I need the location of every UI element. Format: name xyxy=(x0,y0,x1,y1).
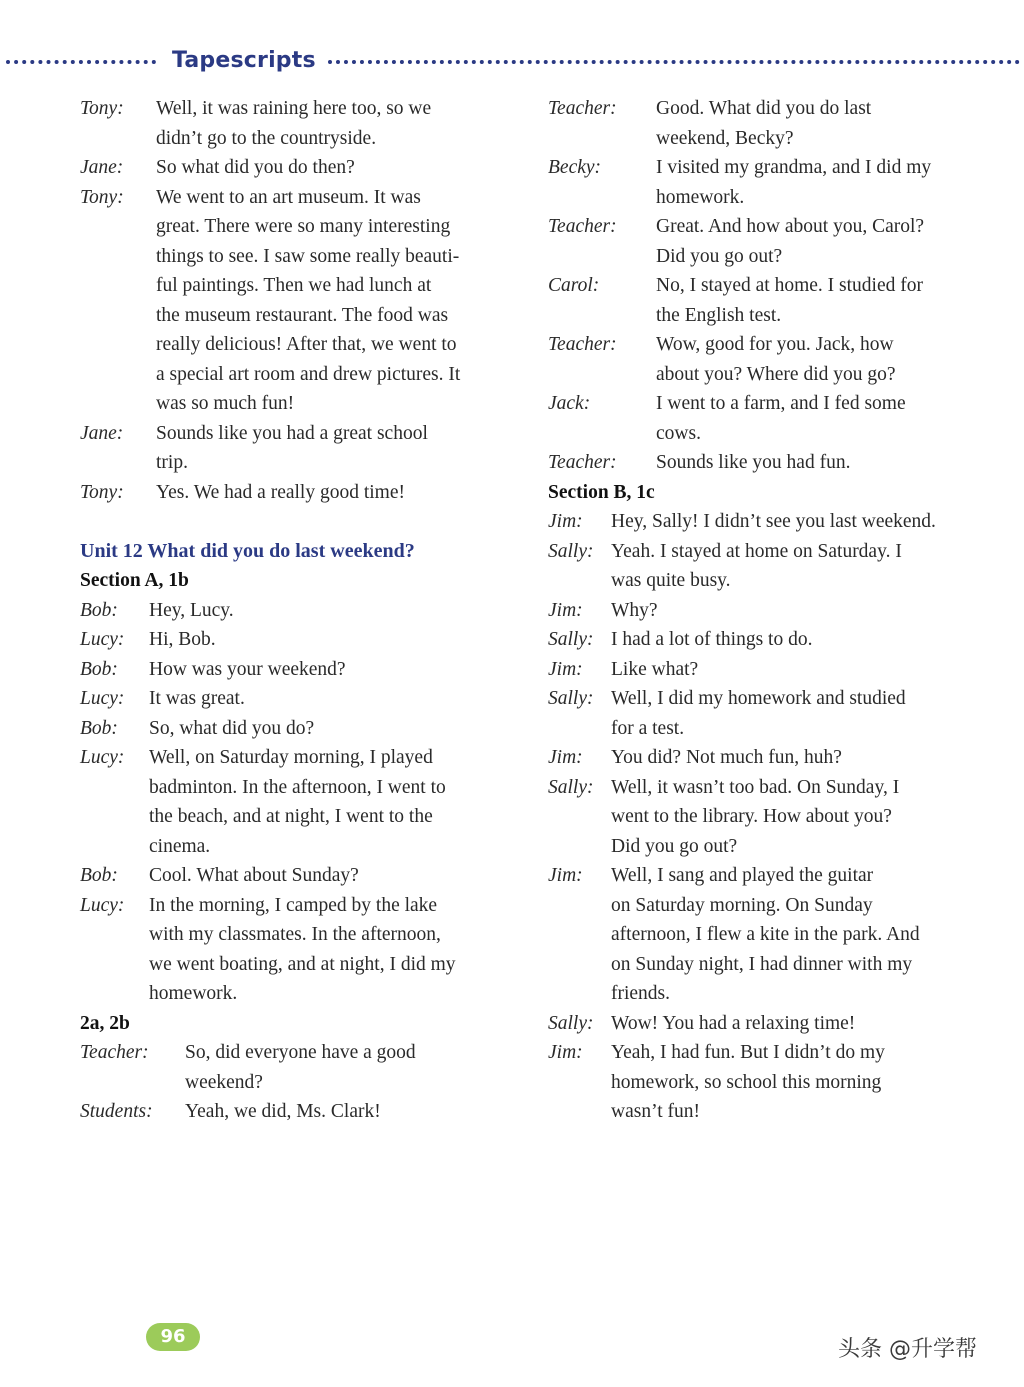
speaker-label: Sally: xyxy=(548,1012,594,1034)
speaker-label xyxy=(80,242,156,272)
page-title: Tapescripts xyxy=(172,48,316,73)
section-heading-b-1c: Section B, 1c xyxy=(548,481,655,503)
speaker-label: Sally: xyxy=(548,776,594,798)
dialogue-text: the beach, and at night, I went to the xyxy=(149,806,433,827)
speaker-label: Tony: xyxy=(80,98,124,119)
dialogue-line xyxy=(80,271,520,301)
dialogue-line xyxy=(80,625,520,655)
speaker-label: Tony: xyxy=(80,481,124,503)
dialogue-line xyxy=(548,242,988,272)
dialogue-line xyxy=(548,743,988,773)
header-dots-right xyxy=(328,60,1020,64)
dialogue-text: No, I stayed at home. I studied for xyxy=(656,275,923,296)
dialogue-text: Wow, good for you. Jack, how xyxy=(656,334,894,355)
dialogue-line xyxy=(80,212,520,242)
dialogue-line xyxy=(548,1009,988,1039)
speaker-label: Jim: xyxy=(548,747,583,768)
dialogue-line xyxy=(80,950,520,980)
right-column xyxy=(548,94,988,1127)
section-heading-2a-2b: 2a, 2b xyxy=(80,1012,130,1034)
dialogue-text: I went to a farm, and I fed some xyxy=(656,393,906,414)
dialogue-line xyxy=(548,507,988,537)
speaker-label: Lucy: xyxy=(80,629,125,650)
dialogue-line xyxy=(548,1038,988,1068)
dialogue-line xyxy=(548,1097,988,1127)
dialogue-section-b xyxy=(548,507,988,1127)
dialogue-text: Cool. What about Sunday? xyxy=(149,865,359,886)
dialogue-line xyxy=(80,802,520,832)
speaker-label: Teacher: xyxy=(548,334,617,355)
dialogue-text: Like what? xyxy=(611,658,699,680)
dialogue-text: In the morning, I camped by the lake xyxy=(149,894,438,916)
dialogue-text: trip. xyxy=(156,452,188,473)
speaker-label xyxy=(548,802,611,832)
speaker-label: Bob: xyxy=(80,658,118,680)
speaker-label: Tony: xyxy=(80,186,124,208)
speaker-label xyxy=(80,124,156,154)
dialogue-line xyxy=(80,832,520,862)
speaker-label: Jim: xyxy=(548,511,583,532)
speaker-label xyxy=(548,360,656,390)
dialogue-line xyxy=(548,271,988,301)
dialogue-text: with my classmates. In the afternoon, xyxy=(149,924,441,945)
dialogue-text: Good. What did you do last xyxy=(656,98,872,119)
speaker-label xyxy=(548,301,656,331)
dialogue-line xyxy=(80,94,520,124)
dialogue-text: Yes. We had a really good time! xyxy=(156,481,405,503)
dialogue-line xyxy=(80,773,520,803)
dialogue-text: ful paintings. Then we had lunch at xyxy=(156,275,432,296)
dialogue-line xyxy=(80,478,520,508)
dialogue-line xyxy=(80,330,520,360)
dialogue-line xyxy=(80,891,520,921)
dialogue-line xyxy=(80,242,520,272)
dialogue-text: We went to an art museum. It was xyxy=(156,186,421,208)
speaker-label: Sally: xyxy=(548,629,594,650)
dialogue-text: cinema. xyxy=(149,835,211,857)
dialogue-line xyxy=(80,183,520,213)
speaker-label xyxy=(548,979,611,1009)
speaker-label: Jim: xyxy=(548,1042,583,1063)
speaker-label: Lucy: xyxy=(80,688,125,709)
dialogue-line xyxy=(548,301,988,331)
speaker-label xyxy=(80,979,149,1009)
dialogue-text: How was your weekend? xyxy=(149,658,346,680)
dialogue-line xyxy=(548,1068,988,1098)
dialogue-text: homework. xyxy=(656,186,745,208)
dialogue-text: about you? Where did you go? xyxy=(656,363,896,385)
dialogue-line xyxy=(80,920,520,950)
dialogue-text: the museum restaurant. The food was xyxy=(156,304,449,326)
dialogue-line xyxy=(80,861,520,891)
dialogue-text: the English test. xyxy=(656,304,782,326)
dialogue-section-a xyxy=(80,596,520,1009)
dialogue-text: weekend? xyxy=(185,1071,263,1093)
dialogue-line xyxy=(80,596,520,626)
dialogue-line xyxy=(548,714,988,744)
speaker-label: Students: xyxy=(80,1101,153,1122)
dialogue-line xyxy=(548,773,988,803)
section-heading-a-1b: Section A, 1b xyxy=(80,570,189,591)
page-number-badge: 96 xyxy=(146,1323,200,1351)
dialogue-line xyxy=(548,920,988,950)
page-header xyxy=(0,46,1024,80)
dialogue-line xyxy=(548,684,988,714)
dialogue-text: really delicious! After that, we went to xyxy=(156,334,457,355)
speaker-label xyxy=(548,920,611,950)
dialogue-text: Yeah, we did, Ms. Clark! xyxy=(185,1101,381,1122)
dialogue-text: So what did you do then? xyxy=(156,157,355,178)
dialogue-text: friends. xyxy=(611,983,671,1004)
dialogue-text: So, what did you do? xyxy=(149,717,315,739)
dialogue-text: Hey, Sally! I didn’t see you last weekend. xyxy=(611,511,936,532)
watermark: 头条 @升学帮 xyxy=(838,1337,977,1362)
speaker-label: Sally: xyxy=(548,540,594,562)
dialogue-text: Sounds like you had a great school xyxy=(156,422,428,444)
dialogue-text: went to the library. How about you? xyxy=(611,806,892,827)
header-dots-left xyxy=(6,60,156,64)
dialogue-text: Did you go out? xyxy=(656,245,783,267)
speaker-label xyxy=(80,212,156,242)
dialogue-line xyxy=(548,832,988,862)
speaker-label: Carol: xyxy=(548,275,600,296)
dialogue-text: was quite busy. xyxy=(611,570,731,591)
speaker-label: Lucy: xyxy=(80,894,125,916)
dialogue-line xyxy=(548,566,988,596)
dialogue-line xyxy=(80,301,520,331)
speaker-label: Teacher: xyxy=(548,452,617,473)
dialogue-text: So, did everyone have a good xyxy=(185,1042,416,1063)
dialogue-text: I visited my grandma, and I did my xyxy=(656,157,932,178)
dialogue-line xyxy=(548,625,988,655)
speaker-label xyxy=(548,566,611,596)
speaker-label: Jane: xyxy=(80,157,124,178)
dialogue-line xyxy=(80,124,520,154)
speaker-label xyxy=(80,448,156,478)
dialogue-line xyxy=(80,1097,520,1127)
dialogue-text: badminton. In the afternoon, I went to xyxy=(149,776,446,798)
dialogue-line xyxy=(548,537,988,567)
dialogue-line xyxy=(548,891,988,921)
speaker-label xyxy=(80,271,156,301)
speaker-label xyxy=(548,891,611,921)
dialogue-line xyxy=(548,124,988,154)
speaker-label xyxy=(548,183,656,213)
speaker-label xyxy=(548,1068,611,1098)
speaker-label xyxy=(548,124,656,154)
dialogue-text: for a test. xyxy=(611,717,685,739)
speaker-label xyxy=(548,950,611,980)
dialogue-line xyxy=(80,979,520,1009)
speaker-label: Bob: xyxy=(80,599,118,621)
dialogue-line xyxy=(80,1068,520,1098)
unit-title: Unit 12 What did you do last weekend? xyxy=(80,539,415,562)
dialogue-text: Hi, Bob. xyxy=(149,629,216,650)
speaker-label xyxy=(80,389,156,419)
dialogue-line xyxy=(80,389,520,419)
speaker-label: Bob: xyxy=(80,865,118,886)
dialogue-text: afternoon, I flew a kite in the park. And xyxy=(611,924,920,945)
speaker-label: Jim: xyxy=(548,658,583,680)
dialogue-line xyxy=(548,153,988,183)
speaker-label: Teacher: xyxy=(548,98,617,119)
dialogue-text: Wow! You had a relaxing time! xyxy=(611,1012,856,1034)
dialogue-text: Did you go out? xyxy=(611,835,738,857)
speaker-label: Jim: xyxy=(548,599,583,621)
dialogue-continued xyxy=(80,94,520,507)
speaker-label: Lucy: xyxy=(80,747,125,768)
dialogue-line xyxy=(80,419,520,449)
speaker-label xyxy=(548,714,611,744)
speaker-label xyxy=(548,832,611,862)
speaker-label xyxy=(80,802,149,832)
dialogue-line xyxy=(548,596,988,626)
dialogue-text: Why? xyxy=(611,599,658,621)
speaker-label xyxy=(80,301,156,331)
dialogue-text: Well, I sang and played the guitar xyxy=(611,865,874,886)
speaker-label: Teacher: xyxy=(80,1042,149,1063)
dialogue-line xyxy=(548,655,988,685)
dialogue-text: homework. xyxy=(149,983,238,1004)
dialogue-text: didn’t go to the countryside. xyxy=(156,127,377,149)
speaker-label xyxy=(80,950,149,980)
dialogue-text: was so much fun! xyxy=(156,393,295,414)
speaker-label: Sally: xyxy=(548,688,594,709)
dialogue-line xyxy=(80,448,520,478)
speaker-label: Bob: xyxy=(80,717,118,739)
speaker-label: Jane: xyxy=(80,422,124,444)
speaker-label xyxy=(80,1068,185,1098)
speaker-label xyxy=(80,773,149,803)
speaker-label: Becky: xyxy=(548,157,602,178)
speaker-label xyxy=(80,920,149,950)
dialogue-line xyxy=(548,861,988,891)
dialogue-text: It was great. xyxy=(149,688,245,709)
dialogue-text: Well, it wasn’t too bad. On Sunday, I xyxy=(611,776,900,798)
dialogue-text: Great. And how about you, Carol? xyxy=(656,216,925,237)
dialogue-line xyxy=(548,212,988,242)
dialogue-text: homework, so school this morning xyxy=(611,1071,882,1093)
dialogue-2a-2b-continued xyxy=(548,94,988,478)
speaker-label xyxy=(80,330,156,360)
dialogue-line xyxy=(548,183,988,213)
speaker-label xyxy=(80,832,149,862)
dialogue-text: You did? Not much fun, huh? xyxy=(611,747,842,768)
speaker-label: Teacher: xyxy=(548,216,617,237)
dialogue-text: Well, I did my homework and studied xyxy=(611,688,906,709)
dialogue-line xyxy=(548,802,988,832)
dialogue-text: on Saturday morning. On Sunday xyxy=(611,894,873,916)
dialogue-line xyxy=(548,448,988,478)
speaker-label xyxy=(548,242,656,272)
dialogue-text: Yeah, I had fun. But I didn’t do my xyxy=(611,1042,885,1063)
dialogue-text: great. There were so many interesting xyxy=(156,216,451,237)
dialogue-text: Well, on Saturday morning, I played xyxy=(149,747,433,768)
speaker-label xyxy=(548,1097,611,1127)
dialogue-line xyxy=(548,419,988,449)
dialogue-text: wasn’t fun! xyxy=(611,1101,700,1122)
left-column xyxy=(80,94,520,1127)
dialogue-line xyxy=(548,360,988,390)
dialogue-text: we went boating, and at night, I did my xyxy=(149,953,456,975)
speaker-label: Jack: xyxy=(548,393,591,414)
dialogue-text: cows. xyxy=(656,422,701,444)
dialogue-text: a special art room and drew pictures. It xyxy=(156,363,461,385)
dialogue-text: on Sunday night, I had dinner with my xyxy=(611,953,913,975)
speaker-label xyxy=(80,360,156,390)
dialogue-line xyxy=(80,684,520,714)
dialogue-text: Yeah. I stayed at home on Saturday. I xyxy=(611,540,902,562)
dialogue-text: things to see. I saw some really beauti- xyxy=(156,245,460,267)
dialogue-line xyxy=(548,950,988,980)
dialogue-line xyxy=(80,743,520,773)
dialogue-line xyxy=(548,94,988,124)
dialogue-text: Well, it was raining here too, so we xyxy=(156,98,432,119)
dialogue-line xyxy=(80,153,520,183)
speaker-label: Jim: xyxy=(548,865,583,886)
dialogue-line xyxy=(80,714,520,744)
dialogue-line xyxy=(80,360,520,390)
dialogue-line xyxy=(548,389,988,419)
dialogue-text: I had a lot of things to do. xyxy=(611,629,813,650)
dialogue-line xyxy=(80,1038,520,1068)
dialogue-2a-2b xyxy=(80,1038,520,1127)
dialogue-line xyxy=(80,655,520,685)
speaker-label xyxy=(548,419,656,449)
dialogue-text: weekend, Becky? xyxy=(656,127,794,149)
dialogue-text: Sounds like you had fun. xyxy=(656,452,851,473)
dialogue-line xyxy=(548,330,988,360)
dialogue-text: Hey, Lucy. xyxy=(149,599,234,621)
dialogue-line xyxy=(548,979,988,1009)
